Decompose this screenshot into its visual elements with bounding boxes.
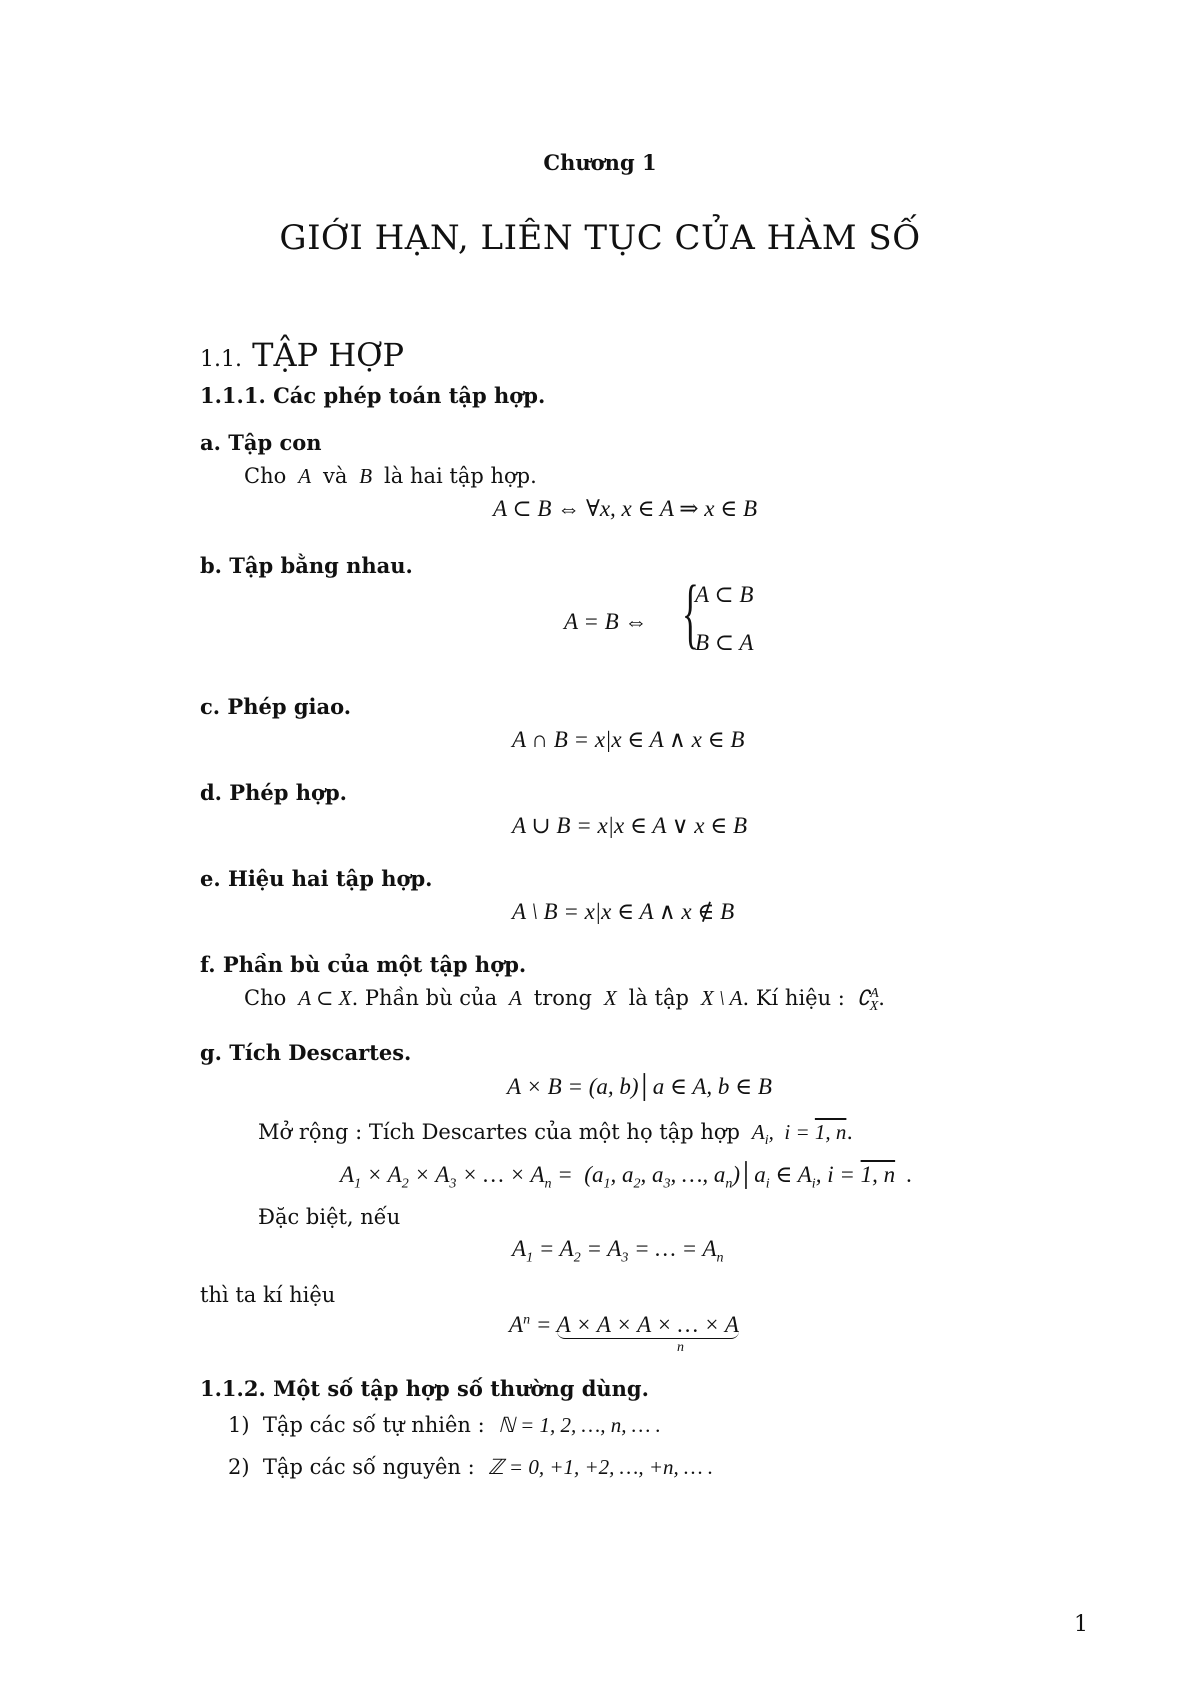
item-f-text-4: là tập bbox=[628, 986, 689, 1010]
item-c-heading: c. Phép giao. bbox=[200, 694, 352, 719]
item-b-heading: b. Tập bằng nhau. bbox=[200, 553, 413, 578]
item-b-case-1: A ⊂ B bbox=[695, 582, 754, 607]
item-f-text: Cho A ⊂ X. Phần bù của A trong X là tập X \ A. Kí hiệu : ∁$^A_X$. bbox=[244, 986, 885, 1015]
number-set-natural bbox=[228, 1413, 661, 1438]
item-g-formula: A × B = (a, b)│a ∈ A, b ∈ B bbox=[507, 1074, 772, 1099]
section-number: 1.1. bbox=[200, 347, 242, 372]
item-c-formula: A ∩ B = x|x ∈ A ∧ x ∈ B bbox=[512, 727, 745, 752]
section-title bbox=[200, 336, 404, 374]
number-set-integer-label: Tập các số nguyên : bbox=[262, 1455, 475, 1479]
page-number: 1 bbox=[1074, 1612, 1088, 1637]
item-d-heading: d. Phép hợp. bbox=[200, 780, 347, 805]
item-a-formula: A ⊂ B ⇔ ∀x, x ∈ A ⇒ x ∈ B bbox=[493, 496, 758, 521]
number-set-integer bbox=[228, 1455, 713, 1480]
subsection-heading-2: 1.1.2. Một số tập hợp số thường dùng. bbox=[200, 1376, 649, 1401]
item-a-text-suffix: là hai tập hợp. bbox=[384, 464, 537, 488]
section-name: TẬP HỢP bbox=[252, 336, 404, 374]
item-a-heading: a. Tập con bbox=[200, 430, 322, 455]
chapter-label: Chương 1 bbox=[543, 150, 657, 175]
chapter-title: GIỚI HẠN, LIÊN TỤC CỦA HÀM SỐ bbox=[279, 218, 921, 258]
item-g-extension-label: Mở rộng : Tích Descartes của một họ tập hợp bbox=[258, 1120, 740, 1144]
item-e-formula: A \ B = x|x ∈ A ∧ x ∉ B bbox=[512, 899, 735, 924]
item-f-text-3: trong bbox=[533, 986, 592, 1010]
item-a-text-and: và bbox=[322, 464, 348, 488]
item-a-text: Cho A và B là hai tập hợp. bbox=[244, 464, 537, 488]
item-b-brace: { bbox=[682, 569, 699, 656]
complement-symbol: ∁$^A_X$ bbox=[851, 986, 879, 1015]
item-g-underbrace-label: n bbox=[677, 1340, 684, 1355]
number-set-natural-index: 1) bbox=[228, 1413, 250, 1437]
number-set-integer-formula: ℤ = 0, +1, +2, …, +n, … . bbox=[488, 1455, 714, 1479]
item-g-general-product: $A_1 \times A_2 \times A_3$ × … × $A_n = (a_1$, $a_2$, $a_3$, …, $a_n)│a_i$ ∈ $A_i$, i = 1, n . bbox=[340, 1162, 913, 1192]
item-f-text-1: Cho bbox=[244, 986, 287, 1010]
item-g-heading: g. Tích Descartes. bbox=[200, 1040, 412, 1065]
item-b-case-2: B ⊂ A bbox=[695, 630, 754, 655]
subsection-heading-1: 1.1.1. Các phép toán tập hợp. bbox=[200, 383, 546, 408]
number-set-integer-index: 2) bbox=[228, 1455, 250, 1479]
number-set-natural-formula: ℕ = 1, 2, …, n, … . bbox=[498, 1413, 661, 1437]
item-f-heading: f. Phần bù của một tập hợp. bbox=[200, 952, 527, 977]
item-f-text-5: . Kí hiệu : bbox=[742, 986, 845, 1010]
item-f-text-2: . Phần bù của bbox=[351, 986, 498, 1010]
number-set-natural-label: Tập các số tự nhiên : bbox=[262, 1413, 485, 1437]
item-g-power-formula: $A^n = A \times A \times A$ × … × A bbox=[509, 1312, 739, 1337]
item-e-heading: e. Hiệu hai tập hợp. bbox=[200, 866, 433, 891]
item-d-formula: A ∪ B = x|x ∈ A ∨ x ∈ B bbox=[512, 813, 748, 838]
item-b-formula-left: A = B ⇔ bbox=[564, 609, 648, 634]
item-g-then-text: thì ta kí hiệu bbox=[200, 1283, 336, 1307]
item-a-text-prefix: Cho bbox=[244, 464, 287, 488]
item-g-special-text: Đặc biệt, nếu bbox=[258, 1205, 401, 1229]
item-g-extension-text: Mở rộng : Tích Descartes của một họ tập hợp $A_i$, i = 1, n. bbox=[258, 1120, 854, 1149]
item-g-equal-sets: $A_1 = A_2 = A_3$ = … = $A_n$ bbox=[512, 1236, 724, 1266]
